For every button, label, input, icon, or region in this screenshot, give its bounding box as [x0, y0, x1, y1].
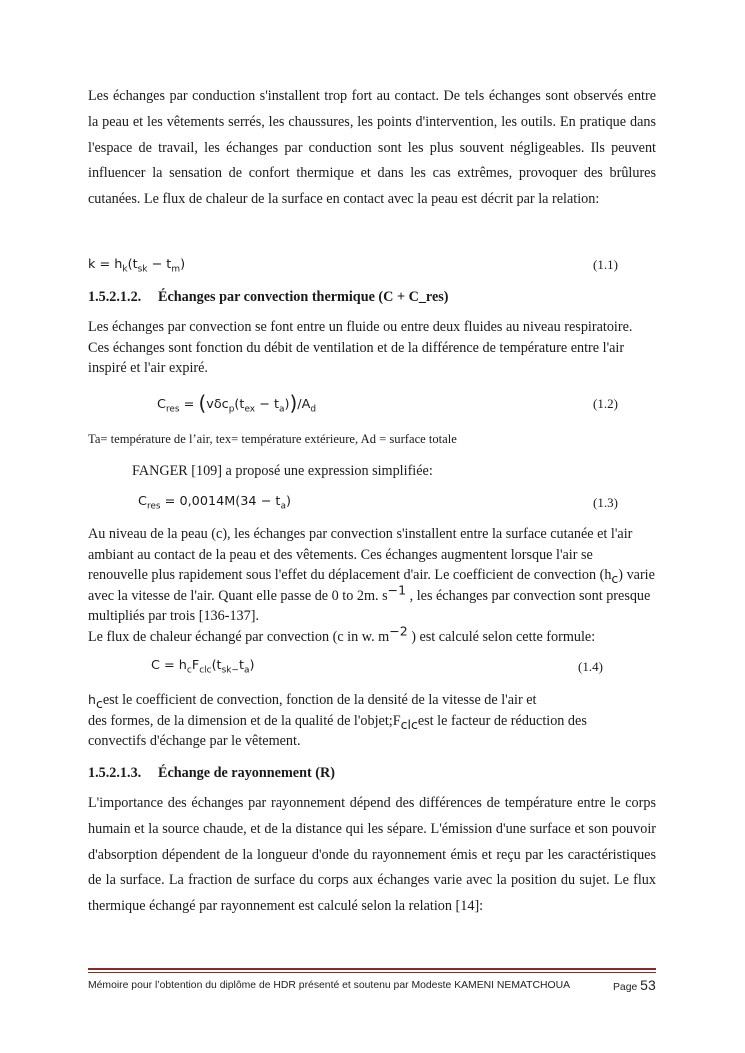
footer-rule-thick — [88, 968, 656, 970]
eq1-sub-m: m — [171, 264, 181, 275]
eq2-body3: − t — [255, 397, 279, 412]
eq2-body4: ) — [284, 397, 290, 412]
para3-part1: Au niveau de la peau (c), les échanges par convection s'installent entre la surface cutanée et l'air ambiant au contact de la peau et des vêtements. Ces échanges augmentent lorsque l'air se renouvelle plus rapidement sous l'effet du déplacement d'air. Le coefficient de convection (h — [88, 526, 633, 583]
paragraph-coefficient-definition — [88, 690, 648, 752]
para3-part2: ) varie avec la vitesse de l'air. Quant elle passe de 0 to 2m. s — [88, 567, 655, 604]
equation-number-1-4: (1.4) — [578, 659, 603, 674]
para3-line2b: ) est calculé selon cette formule: — [407, 628, 596, 645]
paragraph-convection-respiratory: Les échanges par convection se font entre un fluide ou entre deux fluides au niveau respiratoire. Ces échanges sont fonction du débit de ventilation et de la différence de température entre l'air inspiré et l'air expiré. — [88, 319, 633, 376]
section-title: Échanges par convection thermique (C + C_res) — [158, 289, 449, 305]
eq4-open: (t — [211, 658, 222, 673]
eq2-sub-ex: ex — [244, 404, 256, 415]
para3-sub-c: c — [611, 570, 619, 586]
eq4-sub-c: c — [186, 665, 192, 676]
footer-rule-thin — [88, 972, 656, 973]
eq3-sub-a: a — [280, 501, 286, 512]
eq2-close-paren: ) — [289, 391, 298, 415]
para4-part3: est le facteur de réduction des convectifs d'échange par le vêtement. — [88, 712, 587, 749]
footer-text: Mémoire pour l’obtention du diplôme de HDR présenté et soutenu par Modeste KAMENI NEMATCHOUA — [88, 980, 571, 991]
para4-part2: des formes, de la dimension et de la qualité de l'objet;F — [88, 712, 401, 729]
paragraph-convection-skin — [88, 524, 656, 647]
eq2-sub-res: res — [165, 404, 180, 415]
para3-line2a: Le flux de chaleur échangé par convection (c in w. m — [88, 628, 390, 645]
eq4-sub-clc: clc — [199, 665, 212, 676]
eq2-tail: /A — [297, 397, 311, 412]
equation-number-1-2: (1.2) — [593, 396, 618, 411]
para4-h: h — [88, 692, 96, 707]
eq3-close: ) — [285, 494, 291, 509]
para3-sup2: −2 — [389, 622, 408, 638]
eq2-body2: (t — [234, 397, 245, 412]
eq2-sub-p: p — [228, 404, 235, 415]
fanger-text: FANGER [109] a proposé une expression simplifiée: — [132, 463, 433, 479]
eq2-sub-d: d — [310, 404, 317, 415]
eq2-sub-a: a — [278, 404, 285, 415]
section-title: Échange de rayonnement (R) — [158, 765, 335, 781]
eq1-sub-sk: sk — [137, 264, 148, 275]
eq3-body: = 0,0014M(34 − t — [160, 494, 281, 509]
equation-number-1-3: (1.3) — [593, 495, 618, 510]
section-heading-convection — [88, 286, 449, 308]
page-number: 53 — [640, 977, 656, 993]
equation-1-1 — [88, 254, 185, 276]
para3-part3: , les échanges par convection sont presque multipliés par trois [136-137]. — [88, 587, 651, 624]
eq4-close: ) — [249, 658, 255, 673]
equation-number-1-1: (1.1) — [593, 257, 618, 272]
para4-sub-c: c — [95, 695, 103, 711]
eq4-c: C = h — [151, 658, 187, 673]
eq2-equals: = — [179, 397, 199, 412]
section-number: 1.5.2.1.2. — [88, 289, 142, 305]
eq1-mid: (t — [127, 257, 138, 272]
equation-1-2 — [157, 392, 316, 414]
eq4-t: t — [238, 658, 244, 673]
eq2-c: C — [157, 397, 166, 412]
eq2-open-paren: ( — [198, 391, 207, 415]
paragraph-convection-flux — [88, 622, 656, 648]
para3-sup: −1 — [387, 581, 407, 597]
eq4-sub-sk: sk− — [221, 665, 239, 676]
equation-1-3 — [138, 491, 291, 513]
footer-page-number — [613, 976, 656, 997]
paragraph-conduction: Les échanges par conduction s'installent trop fort au contact. De tels échanges sont observés entre la peau et les vêtements serrés, les chaussures, les points d'intervention, les outils. En pratique dans l'espace de travail, les échanges par conduction sont les plus souvent négligeables. Ils peuvent influencer la sensation de confort thermique et dans les cas extrêmes, provoquer des brûlures cutanées. Le flux de chaleur de la surface en contact avec la peau est décrit par la relation: — [88, 88, 656, 208]
eq2-body1: vδc — [206, 397, 229, 412]
eq1-sub-k: k — [122, 264, 128, 275]
para4-sub-clc: clc — [400, 716, 418, 732]
section-number: 1.5.2.1.3. — [88, 765, 142, 781]
eq3-c: C — [138, 494, 147, 509]
eq4-f: F — [191, 658, 200, 673]
section-heading-radiation — [88, 762, 335, 784]
para4-part1: est le coefficient de convection, fonction de la densité de la vitesse de l'air et — [102, 692, 537, 708]
eq3-sub-res: res — [146, 501, 161, 512]
eq4-sub-a: a — [243, 665, 250, 676]
page-label: Page — [613, 982, 638, 993]
eq1-minus: − t — [147, 257, 172, 272]
equation-1-4 — [151, 655, 254, 677]
paragraph-convection-skin-body — [88, 524, 656, 627]
variables-note: Ta= température de l’air, tex= température extérieure, Ad = surface totale — [88, 432, 457, 446]
paragraph-radiation: L'importance des échanges par rayonnement dépend des différences de température entre le corps humain et la source chaude, et de la distance qui les sépare. L'émission d'une surface et son pouvoir d'absorption dépendent de la longueur d'onde du rayonnement émis et reçu par les caractéristiques de la surface. La fraction de surface du corps aux échanges varie avec la position du sujet. Le flux thermique échangé par rayonnement est calculé selon la relation [14]: — [88, 795, 656, 915]
eq1-left: k = h — [88, 257, 123, 272]
eq1-close: ) — [180, 257, 186, 272]
